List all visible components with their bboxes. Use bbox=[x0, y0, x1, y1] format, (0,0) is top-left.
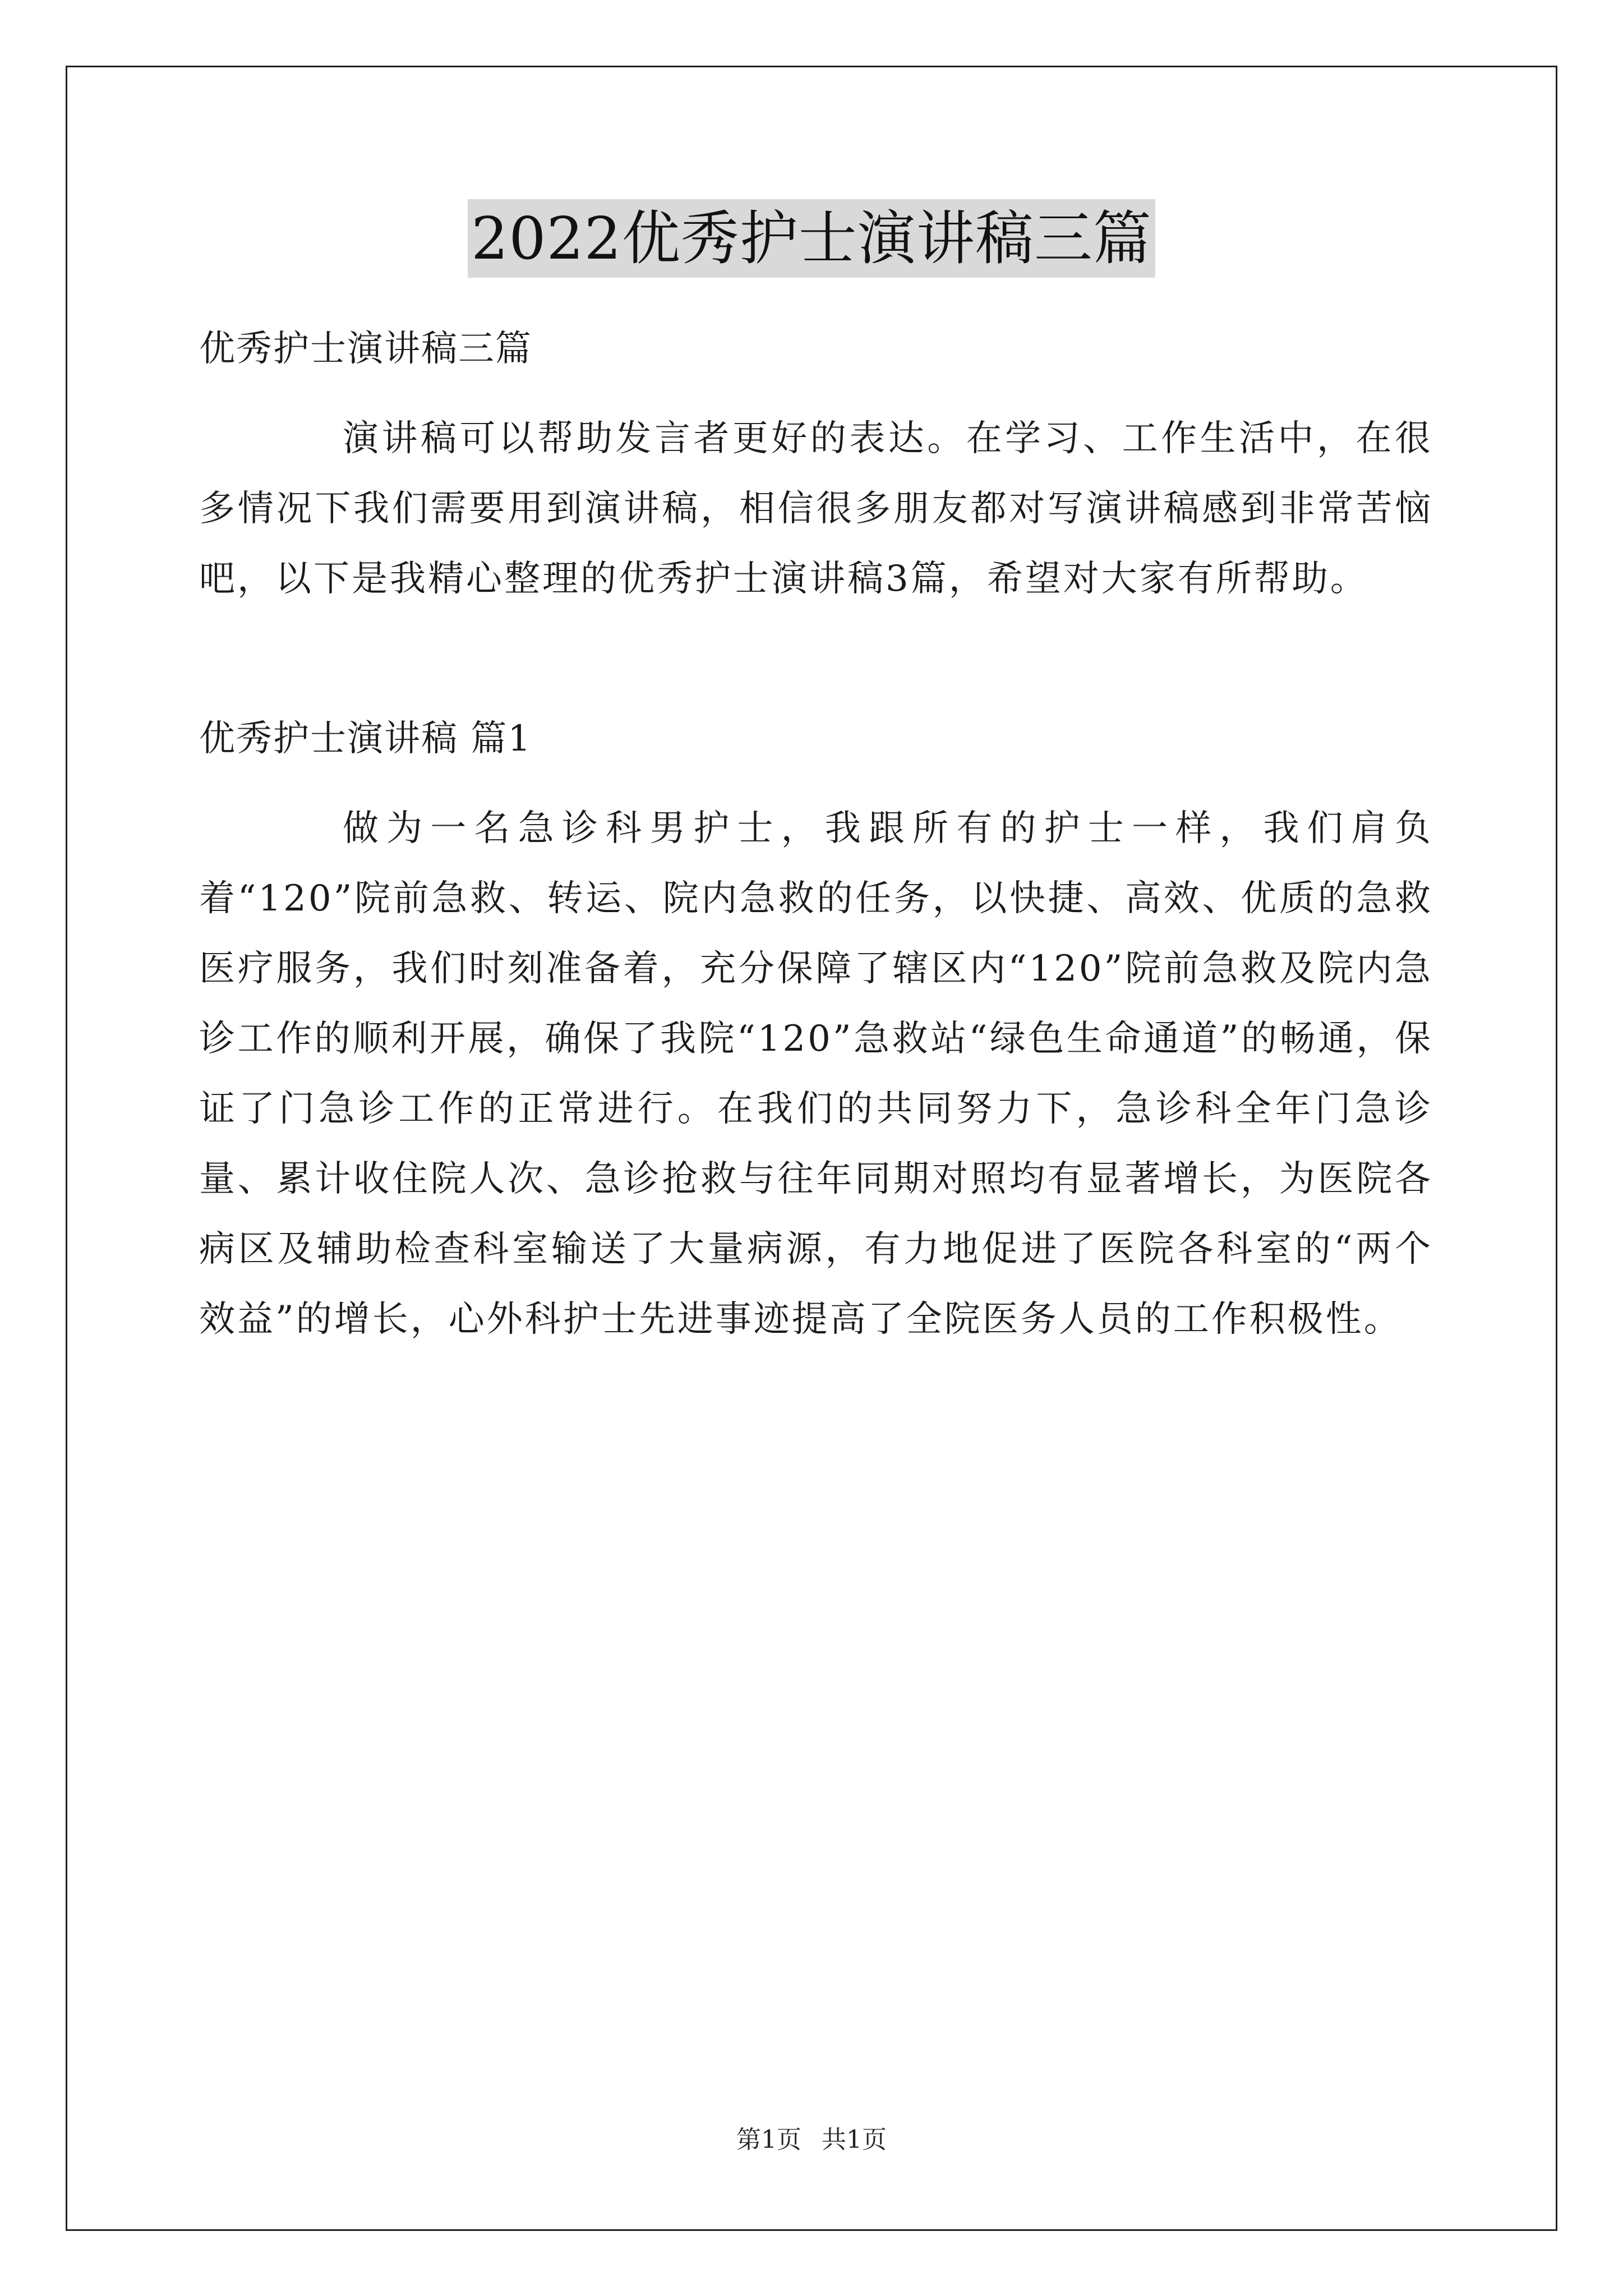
page-footer bbox=[0, 2123, 1623, 2157]
document-body bbox=[199, 314, 1433, 1355]
page-number: 第1页 bbox=[736, 2125, 801, 2154]
section-paragraph: 做为一名急诊科男护士，我跟所有的护士一样，我们肩负着“120”院前急救、转运、院内急救的任务，以快捷、高效、优质的急救医疗服务，我们时刻准备着，充分保障了辖区内“120”院前急救及院内急诊工作的顺利开展，确保了我院“120”急救站“绿色生命通道”的畅通，保证了门急诊工作的正常进行。在我们的共同努力下，急诊科全年门急诊量、累计收住院人次、急诊抢救与往年同期对照均有显著增长，为医院各病区及辅助检查科室输送了大量病源，有力地促进了医院各科室的“两个效益”的增长，心外科护士先进事迹提高了全院医务人员的工作积极性。 bbox=[199, 808, 1433, 1340]
intro-paragraph: 演讲稿可以帮助发言者更好的表达。在学习、工作生活中，在很多情况下我们需要用到演讲稿，相信很多朋友都对写演讲稿感到非常苦恼吧，以下是我精心整理的优秀护士演讲稿3篇，希望对大家有所帮助。 bbox=[199, 418, 1433, 600]
page-total: 共1页 bbox=[822, 2125, 887, 2154]
section-heading: 优秀护士演讲稿 篇1 bbox=[199, 718, 532, 760]
document-subtitle: 优秀护士演讲稿三篇 bbox=[199, 328, 532, 370]
title-container bbox=[0, 199, 1623, 278]
document-title: 2022优秀护士演讲稿三篇 bbox=[468, 199, 1155, 278]
